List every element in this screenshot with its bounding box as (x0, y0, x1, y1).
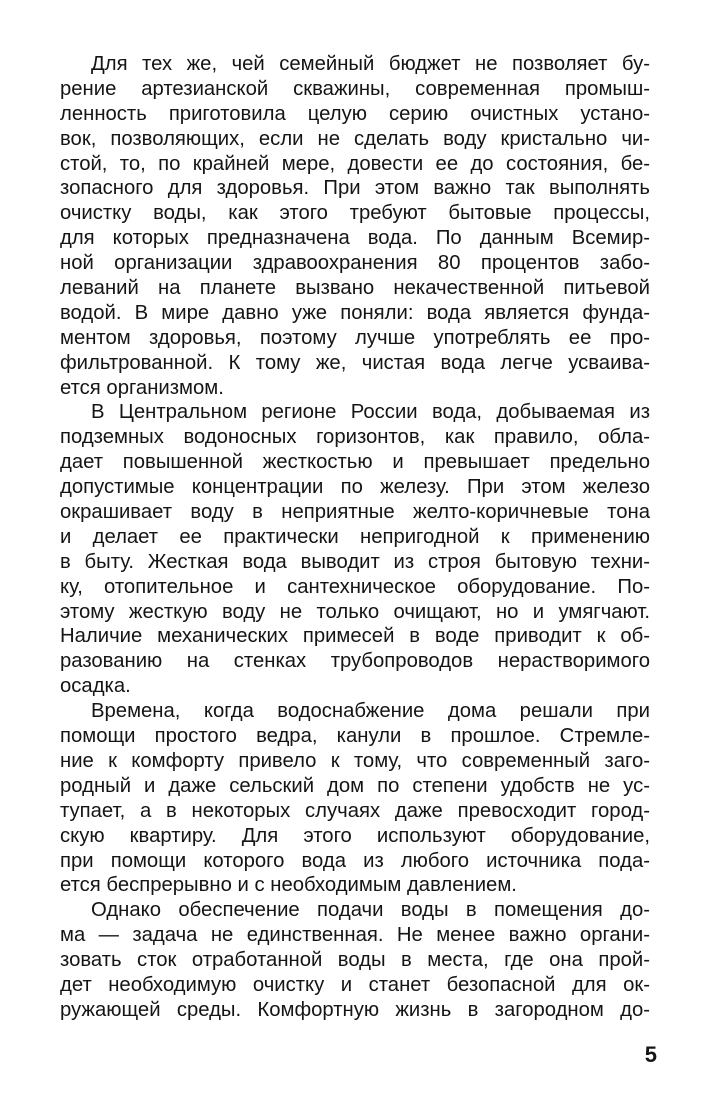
page-number: 5 (644, 1042, 657, 1067)
text-line: ку, отопительное и сантехническое оборудование. По- (60, 575, 650, 598)
text-line: В Центральном регионе России вода, добываемая из (91, 401, 650, 424)
text-line: стой, то, по крайней мере, довести ее до состояния, бе- (60, 152, 650, 175)
text-line: ментом здоровья, поэтому лучше употреблять ее про- (60, 326, 650, 349)
text-line: ленность приготовила целую серию очистных устано- (60, 102, 650, 125)
text-line: ется организмом. (60, 376, 224, 399)
text-line: при помощи которого вода из любого источника пода- (60, 849, 650, 872)
text-line: Наличие механических примесей в воде приводит к об- (60, 625, 650, 648)
text-line: родный и даже сельский дом по степени удобств не ус- (60, 774, 650, 797)
text-line: дет необходимую очистку и станет безопасной для ок- (60, 973, 650, 996)
text-line: Времена, когда водоснабжение дома решали при (91, 700, 650, 723)
text-line: леваний на планете вызвано некачественной питьевой (60, 277, 650, 300)
text-line: ется беспрерывно и с необходимым давлением. (60, 874, 517, 897)
paragraph (60, 400, 650, 699)
text-line: ной организации здравоохранения 80 процентов забо- (60, 252, 650, 275)
text-line: для которых предназначена вода. По данным Всемир- (60, 227, 650, 250)
text-line: этому жесткую воду не только очищают, но и умягчают. (60, 600, 650, 623)
text-line: тупает, а в некоторых случаях даже превосходит город- (60, 799, 650, 822)
text-line: зопасного для здоровья. При этом важно так выполнять (60, 177, 650, 200)
text-line: фильтрованной. К тому же, чистая вода легче усваива- (60, 351, 650, 374)
text-line: окрашивает воду в неприятные желто-коричневые тона (60, 501, 650, 524)
text-line: ма — задача не единственная. Не менее важно органи- (60, 924, 650, 947)
text-line: осадка. (60, 675, 131, 698)
text-line: в быту. Жесткая вода выводит из строя бытовую техни- (60, 550, 650, 573)
text-line: зовать сток отработанной воды в места, где она прой- (60, 949, 650, 972)
text-line: Для тех же, чей семейный бюджет не позволяет бу- (91, 53, 650, 75)
text-line: водой. В мире давно уже поняли: вода является фунда- (60, 301, 650, 324)
text-line: ние к комфорту привело к тому, что современный заго- (60, 749, 650, 772)
text-line: подземных водоносных горизонтов, как правило, обла- (60, 426, 650, 449)
text-line: допустимые концентрации по железу. При этом железо (60, 476, 650, 499)
text-line: дает повышенной жесткостью и превышает предельно (60, 451, 650, 474)
text-line: Однако обеспечение подачи воды в помещения до- (91, 899, 650, 922)
text-line: вок, позволяющих, если не сделать воду кристально чи- (60, 127, 650, 150)
text-line: и делает ее практически непригодной к применению (60, 525, 650, 548)
text-line: очистку воды, как этого требуют бытовые процессы, (60, 202, 650, 225)
body-text (60, 52, 650, 1023)
text-line: рение артезианской скважины, современная промыш- (60, 77, 650, 100)
paragraph (60, 898, 650, 1022)
paragraph (60, 699, 650, 898)
paragraph (60, 52, 650, 400)
text-line: скую квартиру. Для этого используют оборудование, (60, 824, 650, 847)
text-line: ружающей среды. Комфортную жизнь в загородном до- (60, 998, 650, 1021)
text-line: разованию на стенках трубопроводов нерастворимого (60, 650, 650, 673)
text-line: помощи простого ведра, канули в прошлое. Стремле- (60, 725, 650, 748)
